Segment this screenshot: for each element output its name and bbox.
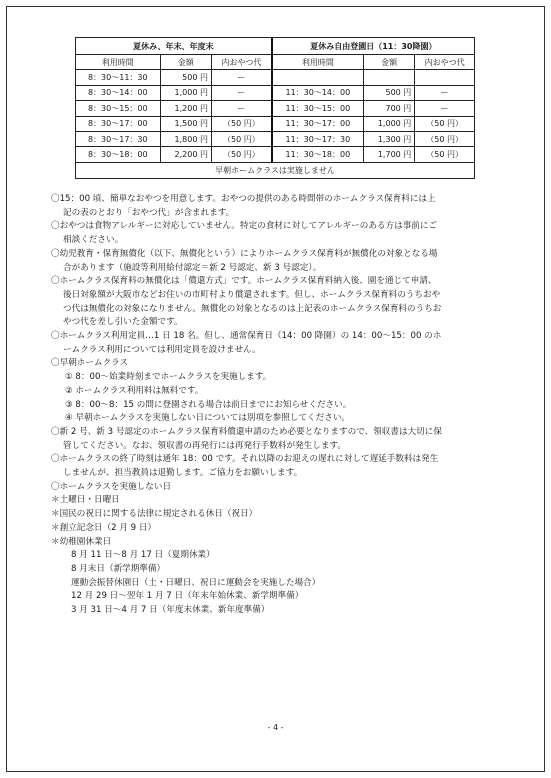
cell: （50 円） [415,131,475,146]
cell: 8：30〜18：00 [76,147,161,162]
paragraph-line: ームクラス利用については利用定員を設けません。 [63,344,261,355]
paragraph-line: 〇ホームクラス利用定員…1 日 18 名。但し、通常保育日（14：00 降園）の 14：00〜15：00 のホ [51,331,442,342]
cell: 1,000 円 [160,85,211,100]
cell: ー [211,70,271,85]
cell: ー [211,101,271,116]
list-item: ＊土曜日・日曜日 [51,495,120,506]
cell: 11：30〜17：30 [272,131,364,146]
cell: （50 円） [211,116,271,131]
paragraph-line: 〇15：00 頃、簡単なおやつを用意します。おやつの提供のある時間帯のホームクラス保育料には上 [51,194,436,204]
paragraph-line: 相談ください。 [63,235,124,246]
fee-table [75,37,475,179]
cell: ー [415,101,475,116]
cell: 8：30〜17：00 [76,116,161,131]
cell: 1,300 円 [363,131,414,146]
section-heading: 〇早朝ホームクラス [51,358,129,369]
table-row [76,70,475,85]
list-item: ① 8：00〜始業時刻までホームクラスを実施します。 [65,372,272,383]
subheader-snack: 内おやつ代 [415,55,475,70]
paragraph-line: 〇ホームクラス保育料の無償化は「償還方式」です。ホームクラス保育料納入後、園を通じて申請、 [51,276,437,287]
date-item: 12 月 29 日〜翌年 1 月 7 日（年末年始休業、新学期準備） [71,591,304,602]
paragraph-line: 記の表のとおり「おやつ代」が含まれます。 [63,207,235,218]
paragraph-line: 〇おやつは食物アレルギーに対応していません。特定の食材に対してアレルギーのある方は事前にご [51,221,438,232]
cell: 1,700 円 [363,147,414,162]
left-header: 夏休み、年末、年度末 [76,38,272,55]
subheader-snack: 内おやつ代 [211,55,271,70]
date-item: 8 月末日（新学期準備） [71,563,166,574]
cell [363,70,414,85]
subheader-fee: 金額 [363,55,414,70]
cell: 1,800 円 [160,131,211,146]
right-header: 夏休み自由登園日（11：30降園） [272,38,475,55]
cell: 11：30〜14：00 [272,85,364,100]
paragraph-line: 〇ホームクラスの終了時刻は通年 18：00 です。それ以降のお迎えの遅れに対して遅延手数料は発生 [51,454,439,465]
section-heading: 〇ホームクラスを実施しない日 [51,481,172,492]
cell: （50 円） [211,131,271,146]
table-row [76,85,475,100]
cell: 8：30〜11：30 [76,70,161,85]
cell: 8：30〜14：00 [76,85,161,100]
page-number: - 4 - [267,723,284,732]
table-row [76,116,475,131]
list-item: ＊創立記念日（2 月 9 日） [51,522,157,533]
list-item: ④ 早朝ホームクラスを実施しない日については別項を参照してください。 [65,413,351,424]
paragraph-line: 管してください。なお、領収書の再発行には再発行手数料が発生します。 [63,440,346,451]
cell: 500 円 [160,70,211,85]
cell [415,70,475,85]
list-item: ＊幼稚園休業日 [51,536,112,547]
subheader-fee: 金額 [160,55,211,70]
cell: 2,200 円 [160,147,211,162]
cell: 8：30〜17：30 [76,131,161,146]
paragraph-line: やつ代を差し引いた金額です。 [63,317,183,328]
cell: 1,200 円 [160,101,211,116]
document-body [51,193,507,618]
cell: 700 円 [363,101,414,116]
table-row [76,101,475,116]
cell: 1,000 円 [363,116,414,131]
table-row [76,131,475,146]
date-item: 運動会振替休園日（土・日曜日、祝日に運動会を実施した場合） [71,577,321,588]
cell: （50 円） [415,147,475,162]
cell: （50 円） [211,147,271,162]
cell: 500 円 [363,85,414,100]
cell: ー [211,85,271,100]
paragraph-line: 〇幼児教育・保育無償化（以下、無償化という）によりホームクラス保育料が無償化の対象となる場 [51,248,438,259]
list-item: ＊国民の祝日に関する法律に規定される休日（祝日） [51,509,258,520]
table-note: 早朝ホームクラスは実施しません [76,162,475,178]
table-row [76,147,475,162]
paragraph-line: 合があります（施設等利用給付認定＝新 2 号認定、新 3 号認定）。 [63,262,322,273]
list-item: ② ホームクラス利用料は無料です。 [65,385,204,396]
date-item: 8 月 11 日〜8 月 17 日（夏期休業） [71,550,215,561]
cell: 11：30〜17：00 [272,116,364,131]
paragraph-line: 後日対象額が大阪市などお住いの市町村より償還されます。但し、ホームクラス保育料のうちおや [63,289,441,300]
subheader-time: 利用時間 [272,55,364,70]
subheader-time: 利用時間 [76,55,161,70]
cell: 1,500 円 [160,116,211,131]
cell: ー [415,85,475,100]
paragraph-line: つ代は無償化の対象になりません。無償化の対象となるのは上記表のホームクラス保育料のうちお [63,303,442,314]
cell [272,70,364,85]
date-item: 3 月 31 日〜4 月 7 日（年度末休業、新年度準備） [71,605,270,616]
paragraph-line: しませんが、担当教員は退勤します。ご協力をお願いします。 [63,468,303,479]
paragraph-line: 〇新 2 号、新 3 号認定のホームクラス保育料償還申請のため必要となりますので、領収書は大切に保 [51,426,442,437]
cell: （50 円） [415,116,475,131]
cell: 11：30〜15：00 [272,101,364,116]
cell: 11：30〜18：00 [272,147,364,162]
list-item: ③ 8：00〜8：15 の間に登園される場合は前日までにお知らせください。 [65,399,352,410]
cell: 8：30〜15：00 [76,101,161,116]
